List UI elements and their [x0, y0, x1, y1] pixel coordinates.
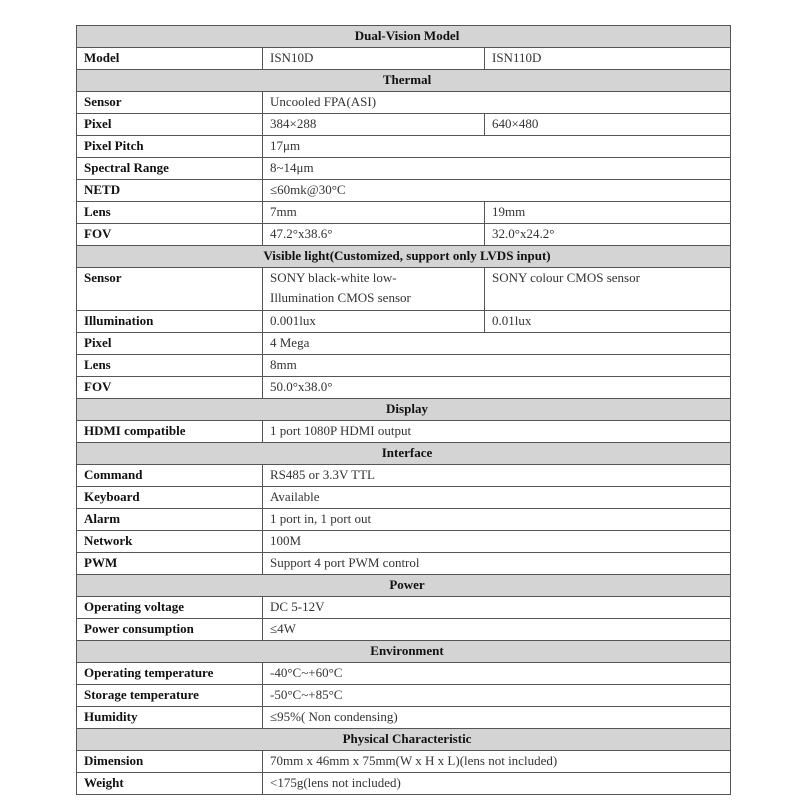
section-header-visible-light: Visible light(Customized, support only LVDS input) — [77, 246, 731, 268]
cell-value — [263, 268, 485, 311]
cell-value: SONY colour CMOS sensor — [485, 268, 731, 311]
title-row — [77, 26, 731, 48]
section-header-display: Display — [77, 399, 731, 421]
row-label: Lens — [77, 202, 263, 224]
cell-value: 17μm — [263, 136, 731, 158]
row-label: Power consumption — [77, 619, 263, 641]
cell-value: 47.2°x38.6° — [263, 224, 485, 246]
table-row — [77, 465, 731, 487]
cell-value: 70mm x 46mm x 75mm(W x H x L)(lens not included) — [263, 751, 731, 773]
section-row — [77, 729, 731, 751]
section-row — [77, 399, 731, 421]
cell-value: Uncooled FPA(ASI) — [263, 92, 731, 114]
cell-value: 1 port 1080P HDMI output — [263, 421, 731, 443]
table-row — [77, 136, 731, 158]
cell-value: DC 5-12V — [263, 597, 731, 619]
row-label: Keyboard — [77, 487, 263, 509]
table-row — [77, 707, 731, 729]
table-row — [77, 597, 731, 619]
row-label: Sensor — [77, 268, 263, 311]
row-label: Dimension — [77, 751, 263, 773]
table-row — [77, 114, 731, 136]
cell-value: -50°C~+85°C — [263, 685, 731, 707]
row-label: NETD — [77, 180, 263, 202]
table-row — [77, 773, 731, 795]
row-label: Network — [77, 531, 263, 553]
cell-value: 50.0°x38.0° — [263, 377, 731, 399]
row-label: Spectral Range — [77, 158, 263, 180]
spec-table — [76, 25, 731, 795]
row-label: Illumination — [77, 311, 263, 333]
row-label: Operating voltage — [77, 597, 263, 619]
table-row — [77, 224, 731, 246]
section-row — [77, 246, 731, 268]
cell-value: 8~14μm — [263, 158, 731, 180]
cell-value: 7mm — [263, 202, 485, 224]
cell-value: ISN110D — [485, 48, 731, 70]
cell-value: 8mm — [263, 355, 731, 377]
table-row — [77, 531, 731, 553]
row-label: Alarm — [77, 509, 263, 531]
section-header-thermal: Thermal — [77, 70, 731, 92]
row-label: PWM — [77, 553, 263, 575]
table-row — [77, 311, 731, 333]
cell-value: 1 port in, 1 port out — [263, 509, 731, 531]
row-label: Lens — [77, 355, 263, 377]
table-row — [77, 421, 731, 443]
table-row — [77, 377, 731, 399]
table-row — [77, 92, 731, 114]
section-row — [77, 641, 731, 663]
row-label: Sensor — [77, 92, 263, 114]
cell-value: 384×288 — [263, 114, 485, 136]
row-label: HDMI compatible — [77, 421, 263, 443]
section-header-power: Power — [77, 575, 731, 597]
row-label: Pixel Pitch — [77, 136, 263, 158]
table-row — [77, 509, 731, 531]
table-row — [77, 202, 731, 224]
cell-value: 0.01lux — [485, 311, 731, 333]
table-row — [77, 355, 731, 377]
row-label: Humidity — [77, 707, 263, 729]
table-row — [77, 553, 731, 575]
section-row — [77, 443, 731, 465]
cell-value: 100M — [263, 531, 731, 553]
cell-value: <175g(lens not included) — [263, 773, 731, 795]
row-label: Command — [77, 465, 263, 487]
cell-value: -40°C~+60°C — [263, 663, 731, 685]
cell-value: ≤95%( Non condensing) — [263, 707, 731, 729]
row-label: Weight — [77, 773, 263, 795]
cell-value: RS485 or 3.3V TTL — [263, 465, 731, 487]
table-row — [77, 487, 731, 509]
row-label: Pixel — [77, 114, 263, 136]
table-row — [77, 751, 731, 773]
table-row — [77, 158, 731, 180]
table-row — [77, 619, 731, 641]
cell-line: SONY black-white low- — [270, 270, 397, 285]
cell-line: Illumination CMOS sensor — [270, 290, 411, 305]
cell-value: 4 Mega — [263, 333, 731, 355]
table-title: Dual-Vision Model — [77, 26, 731, 48]
section-header-interface: Interface — [77, 443, 731, 465]
table-row — [77, 685, 731, 707]
cell-value: Support 4 port PWM control — [263, 553, 731, 575]
row-label: Storage temperature — [77, 685, 263, 707]
table-row — [77, 48, 731, 70]
cell-value: ≤60mk@30°C — [263, 180, 731, 202]
cell-value: 0.001lux — [263, 311, 485, 333]
section-row — [77, 70, 731, 92]
row-label: FOV — [77, 377, 263, 399]
section-header-environment: Environment — [77, 641, 731, 663]
row-label: Operating temperature — [77, 663, 263, 685]
table-row — [77, 180, 731, 202]
section-header-physical: Physical Characteristic — [77, 729, 731, 751]
cell-value: 19mm — [485, 202, 731, 224]
section-row — [77, 575, 731, 597]
cell-value: 640×480 — [485, 114, 731, 136]
table-row — [77, 663, 731, 685]
table-row — [77, 333, 731, 355]
cell-value: ≤4W — [263, 619, 731, 641]
cell-value: ISN10D — [263, 48, 485, 70]
table-row — [77, 268, 731, 311]
row-label: FOV — [77, 224, 263, 246]
cell-value: Available — [263, 487, 731, 509]
row-label: Pixel — [77, 333, 263, 355]
row-label: Model — [77, 48, 263, 70]
cell-value: 32.0°x24.2° — [485, 224, 731, 246]
